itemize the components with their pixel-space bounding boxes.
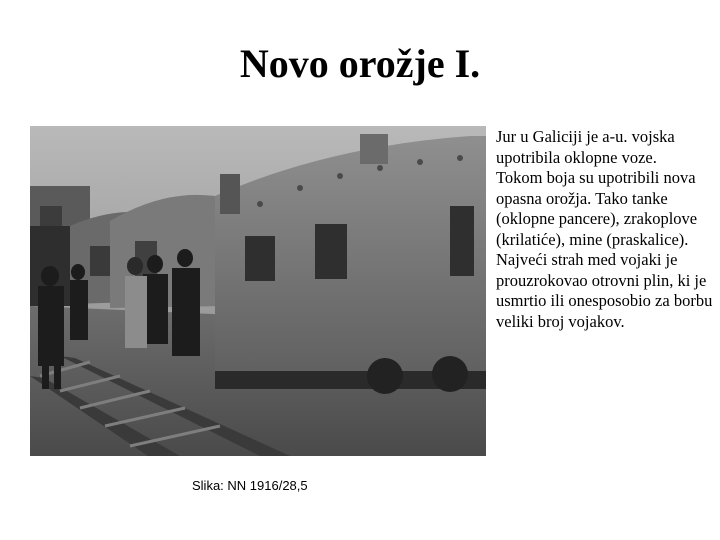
armored-train-photo — [30, 126, 486, 456]
paragraph-poison-gas: Najveći strah med vojaki je prouzrokovao otrovni plin, ki je usmrtio ili onesposobio za borbu veliki broj vojakov. — [496, 250, 713, 331]
image-caption: Slika: NN 1916/28,5 — [192, 478, 308, 493]
paragraph-armored-trains: Jur u Galiciji je a-u. vojska upotribila oklopne voze. — [496, 127, 675, 167]
slide-title: Novo orožje I. — [239, 41, 481, 86]
paragraph-new-weapons: Tokom boja su upotribili nova opasna orožja. Tako tanke (oklopne pancere), zrakoplove (krilatiće), mine (praskalice). — [496, 168, 698, 249]
body-text — [496, 127, 718, 332]
